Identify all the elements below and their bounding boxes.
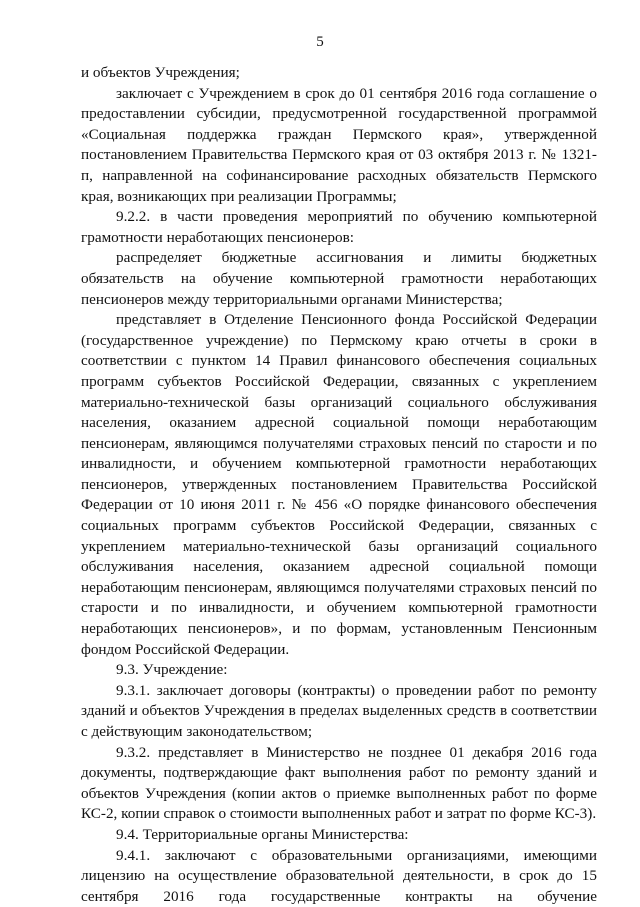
paragraph: 9.2.2. в части проведения мероприятий по обучению компьютерной грамотности неработающих пенсионеров: <box>81 208 597 246</box>
page-number: 5 <box>316 34 324 50</box>
paragraph: представляет в Отделение Пенсионного фонда Российской Федерации (государственное учреждение) по Пермскому краю отчеты в сроки в соответствии с пунктом 14 Правил финансового обеспечения социальных программ субъектов Российской Федерации, связанных с укреплением материально-технической базы организаций социального обслуживания населения, оказанием адресной социальной помощи неработающим пенсионерам, являющимся получателями страховых пенсий по старости и по инвалидности, и обучением компьютерной грамотности неработающих пенсионеров, утвержденных постановлением Правительства Российской Федерации от 10 июня 2011 г. № 456 «О порядке финансового обеспечения социальных программ субъектов Российской Федерации, связанных с укреплением материально-технической базы организаций социального обслуживания населения, оказанием адресной социальной помощи неработающим пенсионерам, являющимся получателями страховых пенсий по старости и по инвалидности, и обучением компьютерной грамотности неработающих пенсионеров», и по формам, установленным Пенсионным фондом Российской Федерации. <box>81 311 597 658</box>
paragraph: и объектов Учреждения; <box>81 64 240 81</box>
paragraph: 9.3. Учреждение: <box>116 661 228 679</box>
paragraph: 9.4.1. заключают с образовательными организациями, имеющими лицензию на осуществление образовательной деятельности, в срок до 15 сентября 2016 года государственные контракты на обучение <box>81 846 597 905</box>
paragraph: 9.3.1. заключает договоры (контракты) о проведении работ по ремонту зданий и объектов Учреждения в пределах выделенных средств в соответствии с действующим законодательством; <box>81 681 597 740</box>
paragraph: заключает с Учреждением в срок до 01 сентября 2016 года соглашение о предоставлении субсидии, предусмотренной государственной программой «Социальная поддержка граждан Пермского края», утвержденной постановлением Правительства Пермского края от 03 октября 2013 г. № 1321-п, направленной на софинансирование расходных обязательств Пермского края, возникающих при реализации Программы; <box>81 84 597 205</box>
paragraph: распределяет бюджетные ассигнования и лимиты бюджетных обязательств на обучение компьютерной грамотности неработающих пенсионеров между территориальными органами Министерства; <box>81 249 597 308</box>
document-body <box>81 63 597 907</box>
paragraph: 9.4. Территориальные органы Министерства: <box>116 825 409 843</box>
paragraph: 9.3.2. представляет в Министерство не позднее 01 декабря 2016 года документы, подтверждающие факт выполнения работ по ремонту зданий и объектов Учреждения (копии актов о приемке выполненных работ по форме КС-2, копии справок о стоимости выполненных работ и затрат по форме КС-3). <box>81 743 597 823</box>
